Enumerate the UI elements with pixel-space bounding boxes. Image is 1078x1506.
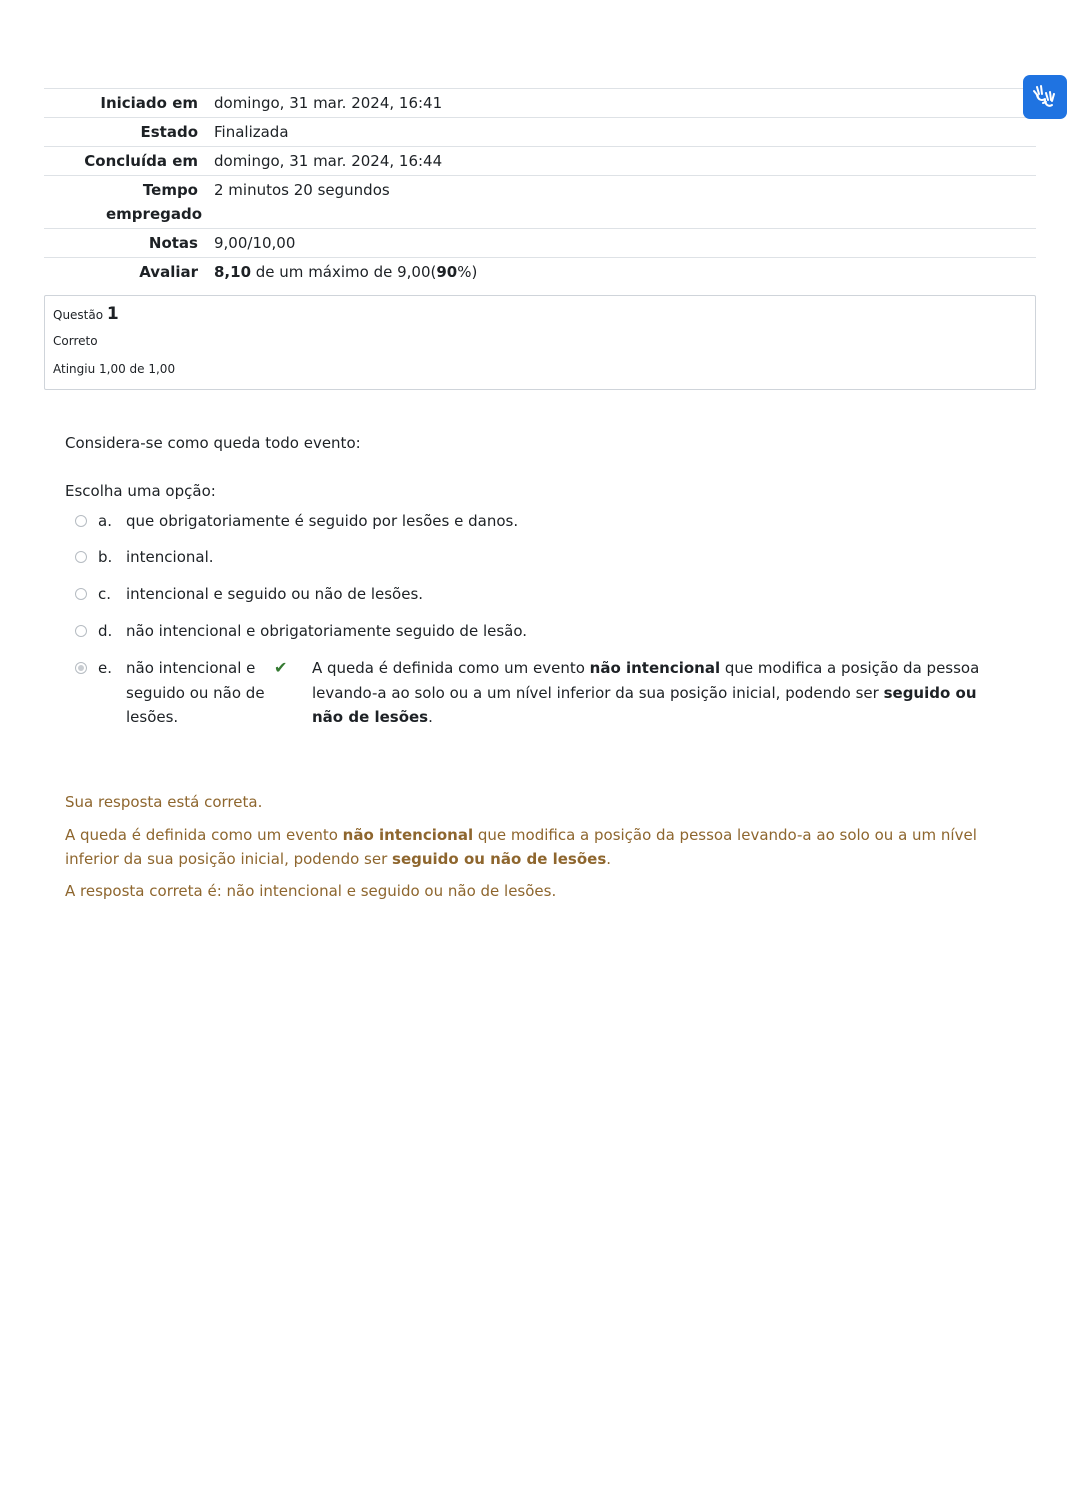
summary-value: Finalizada <box>214 123 289 141</box>
summary-label: Iniciado em <box>100 94 198 112</box>
summary-row-grade <box>44 258 1036 287</box>
summary-value <box>214 258 1036 287</box>
grade-percent: 90 <box>436 263 458 281</box>
feedback-bold: não intencional <box>589 659 721 677</box>
summary-label: Estado <box>140 123 198 141</box>
feedback-status: Sua resposta está correta. <box>65 793 263 811</box>
summary-row-started <box>44 89 1036 118</box>
option-letter: c. <box>98 585 112 603</box>
sign-language-accessibility-button[interactable] <box>1023 75 1067 119</box>
general-feedback-bold: seguido ou não de lesões <box>392 850 607 868</box>
summary-label <box>44 176 214 229</box>
summary-row-time-taken <box>44 176 1036 229</box>
answer-option-e[interactable] <box>74 656 1014 732</box>
general-feedback-bold: não intencional <box>342 826 474 844</box>
answer-prompt: Escolha uma opção: <box>65 482 216 500</box>
general-feedback <box>65 823 1015 871</box>
attempt-summary-table <box>44 88 1036 286</box>
feedback-text: A queda é definida como um evento <box>312 659 590 677</box>
radio-button[interactable] <box>75 625 87 637</box>
question-grade: Atingiu 1,00 de 1,00 <box>53 362 176 376</box>
specific-feedback <box>312 656 1002 730</box>
question-number-value: 1 <box>106 304 119 324</box>
option-text: não intencional e obrigatoriamente seguido de lesão. <box>126 622 528 640</box>
summary-label: Avaliar <box>139 263 198 281</box>
radio-button[interactable] <box>75 551 87 563</box>
radio-button[interactable] <box>75 515 87 527</box>
summary-value: domingo, 31 mar. 2024, 16:44 <box>214 152 443 170</box>
grade-end: %) <box>457 263 478 281</box>
question-state: Correto <box>53 334 98 348</box>
radio-button[interactable] <box>75 588 87 600</box>
summary-value: 9,00/10,00 <box>214 234 296 252</box>
general-feedback-text: que modifica a posição da pessoa levando-a ao solo ou a um nível inferior da sua posição inicial, podendo ser <box>65 826 977 868</box>
summary-label: Notas <box>148 234 198 252</box>
general-feedback-text: . <box>606 850 612 868</box>
right-answer: A resposta correta é: não intencional e seguido ou não de lesões. <box>65 882 557 900</box>
question-label: Questão <box>53 308 104 322</box>
question-number <box>53 304 119 325</box>
option-letter: e. <box>98 659 112 677</box>
option-text: não intencional e seguido ou não de lesões. <box>126 659 265 726</box>
summary-label: Concluída em <box>84 152 198 170</box>
sign-language-hands-icon <box>1031 83 1059 111</box>
option-letter: d. <box>98 622 113 640</box>
summary-value: domingo, 31 mar. 2024, 16:41 <box>214 94 443 112</box>
summary-row-completed <box>44 147 1036 176</box>
summary-value: 2 minutos 20 segundos <box>214 181 390 199</box>
summary-label-text: Tempo empregado <box>106 181 203 223</box>
option-letter: a. <box>98 512 112 530</box>
feedback-text: que modifica a posição da pessoa levando-a ao solo ou a um nível inferior da sua posição inicial, podendo ser <box>312 659 980 702</box>
radio-button-selected[interactable] <box>75 662 87 674</box>
question-text: Considera-se como queda todo evento: <box>65 434 361 452</box>
general-feedback-text: A queda é definida como um evento <box>65 826 343 844</box>
question-info-box <box>44 295 1036 390</box>
feedback-text: . <box>428 708 433 726</box>
summary-row-state <box>44 118 1036 147</box>
feedback-bold: seguido ou não de lesões <box>312 683 977 726</box>
option-text: intencional e seguido ou não de lesões. <box>126 585 424 603</box>
grade-score: 8,10 <box>214 263 252 281</box>
option-text: que obrigatoriamente é seguido por lesões e danos. <box>126 512 519 530</box>
correct-check-icon: ✔ <box>274 658 288 677</box>
option-text: intencional. <box>126 548 214 566</box>
option-letter: b. <box>98 548 113 566</box>
grade-mid: de um máximo de 9,00( <box>251 263 437 281</box>
summary-row-marks <box>44 229 1036 258</box>
